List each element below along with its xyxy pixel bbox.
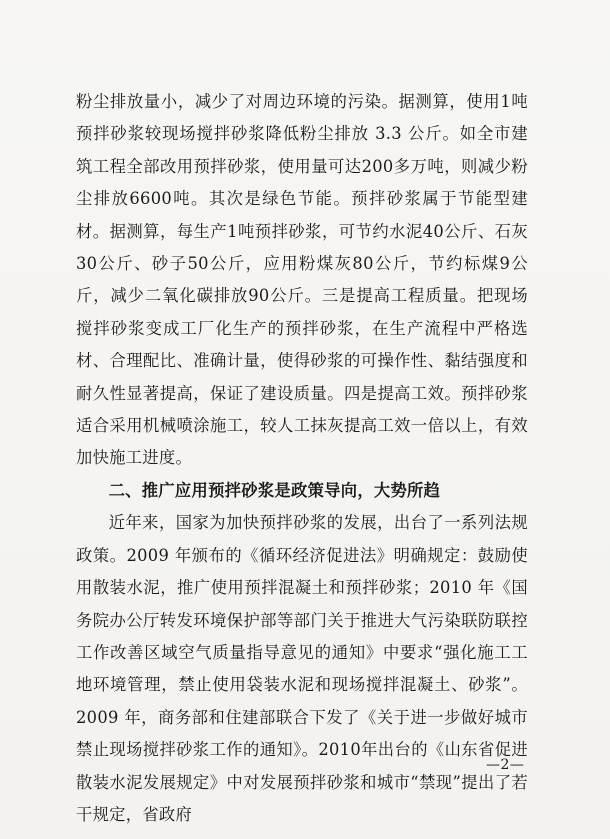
body-paragraph: 近年来，国家为加快预拌砂浆的发展，出台了一系列法规政策。2009 年颁布的《循环经济促进法》明确规定：鼓励使用散装水泥，推广使用预拌混凝土和预拌砂浆；2010 年《国务院办公厅转发环境保护部等部门关于推进大气污染联防联控工作改善区域空气质量指导意见的通知》中要求“强化施工工地环境管理，禁止使用袋装水泥和现场搅拌混凝土、砂浆”。 2009 年，商务部和住建部联合下发了《关于进一步做好城市禁止现场搅拌砂浆工作的通知》。2010年出台的《山东省促进散装水泥发展规定》中对发展预拌砂浆和城市“禁现”提出了若干规定，省政府: [76, 513, 528, 824]
body-paragraph: 粉尘排放量小，减少了对周边环境的污染。据测算，使用1吨预拌砂浆较现场搅拌砂浆降低粉尘排放 3.3 公斤。如全市建筑工程全部改用预拌砂浆，使用量可达200多万吨，则减少粉尘排放6600吨。其次是绿色节能。预拌砂浆属于节能型建材。据测算，每生产1吨预拌砂浆，可节约水泥40公斤、石灰30公斤、砂子50公斤，应用粉煤灰80公斤，节约标煤9公斤，减少二氧化碳排放90公斤。三是提高工程质量。把现场搅拌砂浆变成工厂化生产的预拌砂浆，在生产流程中严格选材、合理配比、准确计量，使得砂浆的可操作性、黏结强度和耐久性显著提高，保证了建设质量。四是提高工效。预拌砂浆适合采用机械喷涂施工，较人工抹灰提高工效一倍以上，有效加快施工进度。: [76, 92, 528, 468]
page-content: [76, 86, 528, 831]
section-heading: 二、推广应用预拌砂浆是政策导向，大势所趋: [108, 480, 441, 500]
page-number: —2—: [486, 757, 525, 773]
